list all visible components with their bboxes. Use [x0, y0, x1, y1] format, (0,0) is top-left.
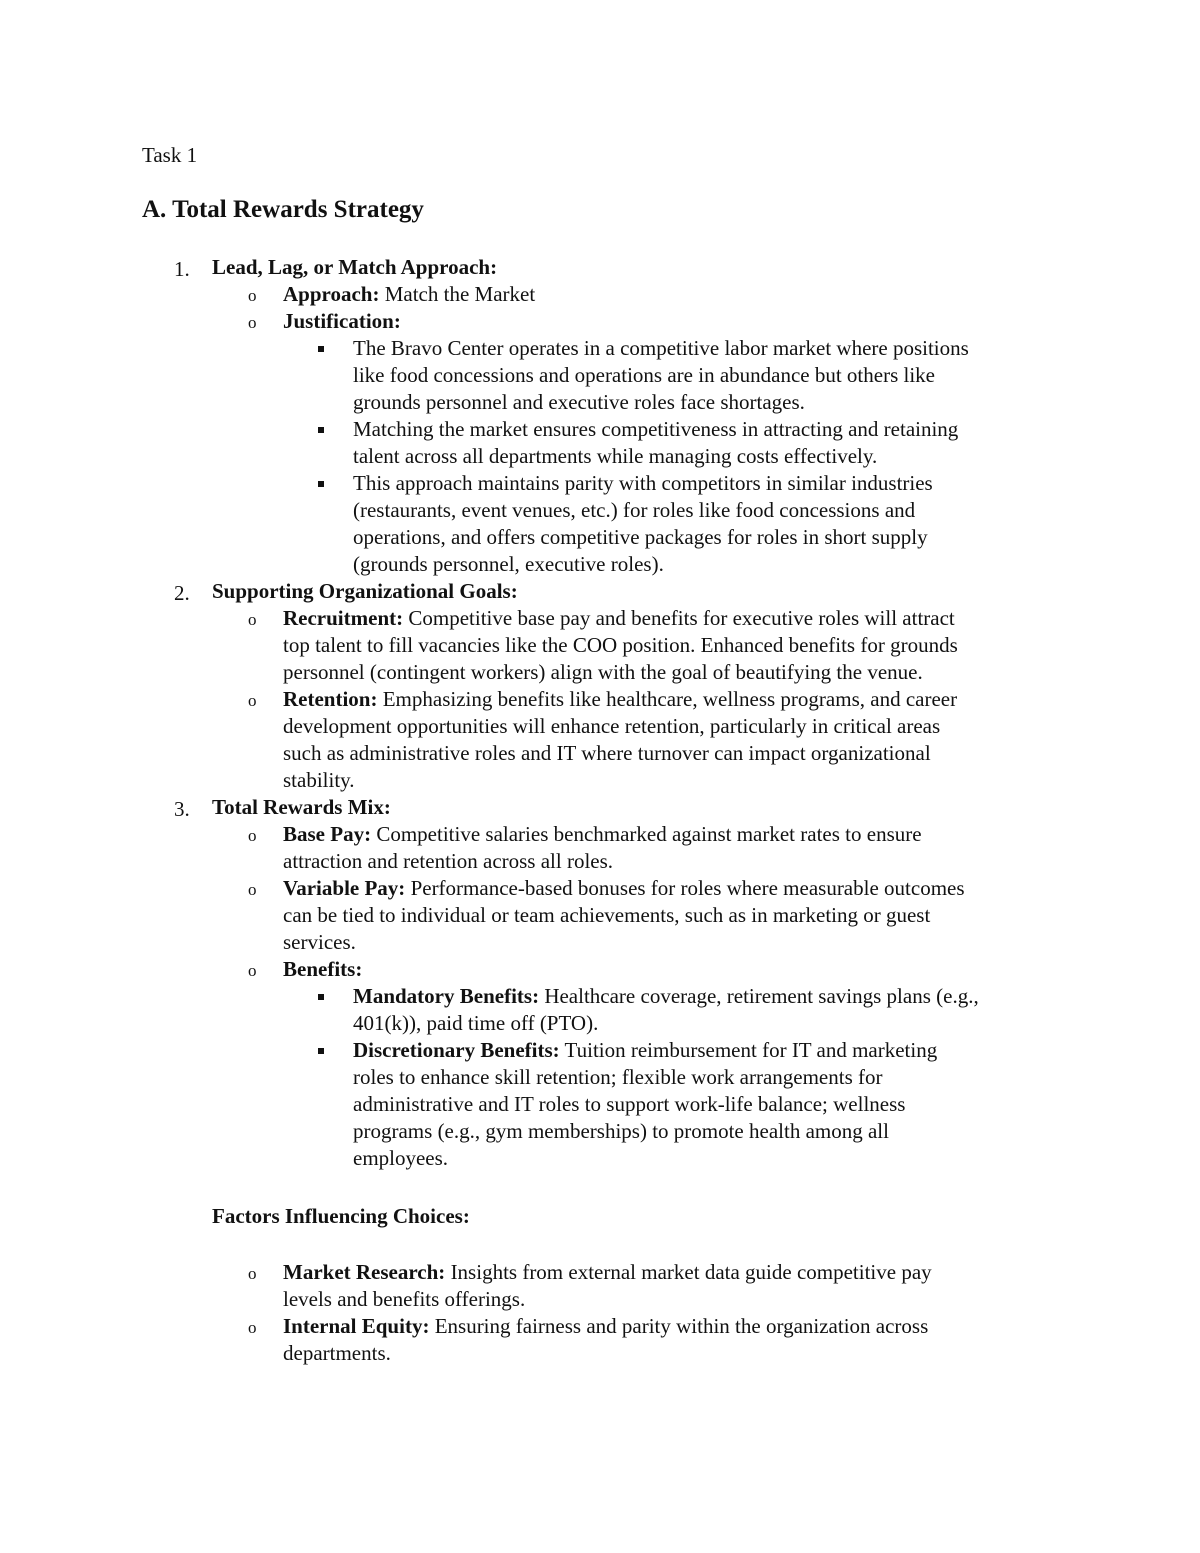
text-line: personnel (contingent workers) align with the goal of beautifying the venue. — [283, 660, 923, 684]
task-label: Task 1 — [142, 143, 198, 167]
variable-pay-label: Variable Pay: — [283, 876, 406, 900]
list-number-1: 1. — [174, 257, 190, 281]
list-number-3: 3. — [174, 797, 190, 821]
text-line: This approach maintains parity with competitors in similar industries — [353, 471, 933, 495]
text-line: like food concessions and operations are in abundance but others like — [353, 363, 935, 387]
text-line: roles to enhance skill retention; flexible work arrangements for — [353, 1065, 883, 1089]
text-line: talent across all departments while managing costs effectively. — [353, 444, 878, 468]
square-bullet-icon — [318, 346, 324, 352]
text-line: employees. — [353, 1146, 449, 1170]
retention-label: Retention: — [283, 687, 378, 711]
text-line: 401(k)), paid time off (PTO). — [353, 1011, 599, 1035]
mandatory-text: Healthcare coverage, retirement savings plans (e.g., — [539, 984, 979, 1008]
text-line — [283, 821, 922, 848]
section-2-title: Supporting Organizational Goals: — [212, 579, 518, 603]
market-research-text: Insights from external market data guide competitive pay — [445, 1260, 932, 1284]
justification-label: Justification: — [283, 309, 401, 333]
text-line: departments. — [283, 1341, 391, 1365]
discretionary-label: Discretionary Benefits: — [353, 1038, 560, 1062]
base-pay-item — [283, 821, 922, 875]
text-line: levels and benefits offerings. — [283, 1287, 526, 1311]
text-line: grounds personnel and executive roles face shortages. — [353, 390, 805, 414]
text-line: programs (e.g., gym memberships) to promote health among all — [353, 1119, 889, 1143]
circle-bullet-icon: o — [248, 1318, 257, 1337]
internal-equity-label: Internal Equity: — [283, 1314, 430, 1338]
discretionary-text: Tuition reimbursement for IT and marketing — [559, 1038, 938, 1062]
text-line: (restaurants, event venues, etc.) for roles like food concessions and — [353, 498, 916, 522]
text-line — [283, 1259, 932, 1286]
internal-equity-item — [283, 1313, 928, 1367]
base-pay-label: Base Pay: — [283, 822, 372, 846]
justification-bullet-3 — [353, 470, 933, 578]
market-research-item — [283, 1259, 932, 1313]
text-line — [283, 1313, 928, 1340]
internal-equity-text: Ensuring fairness and parity within the organization across — [429, 1314, 929, 1338]
factors-title: Factors Influencing Choices: — [212, 1204, 470, 1228]
approach-text: Match the Market — [379, 282, 536, 306]
list-number-2: 2. — [174, 581, 190, 605]
base-pay-text: Competitive salaries benchmarked against market rates to ensure — [371, 822, 922, 846]
variable-pay-item — [283, 875, 965, 956]
text-line: Matching the market ensures competitiveness in attracting and retaining — [353, 417, 959, 441]
justification-bullet-2 — [353, 416, 958, 470]
text-line: stability. — [283, 768, 355, 792]
text-line: top talent to fill vacancies like the COO position. Enhanced benefits for grounds — [283, 633, 958, 657]
square-bullet-icon — [318, 427, 324, 433]
circle-bullet-icon: o — [248, 286, 257, 305]
recruitment-item — [283, 605, 958, 686]
justification-bullet-1 — [353, 335, 969, 416]
text-line — [283, 875, 965, 902]
retention-text: Emphasizing benefits like healthcare, wellness programs, and career — [377, 687, 958, 711]
text-line: attraction and retention across all roles. — [283, 849, 614, 873]
circle-bullet-icon: o — [248, 1264, 257, 1283]
square-bullet-icon — [318, 1048, 324, 1054]
circle-bullet-icon: o — [248, 313, 257, 332]
text-line: development opportunities will enhance retention, particularly in critical areas — [283, 714, 941, 738]
text-line — [283, 686, 957, 713]
retention-item — [283, 686, 957, 794]
discretionary-benefits-item — [353, 1037, 937, 1172]
text-line: such as administrative roles and IT where turnover can impact organizational — [283, 741, 931, 765]
text-line — [353, 1037, 937, 1064]
circle-bullet-icon: o — [248, 961, 257, 980]
text-line — [283, 605, 958, 632]
recruitment-label: Recruitment: — [283, 606, 404, 630]
section-heading: A. Total Rewards Strategy — [142, 196, 424, 223]
square-bullet-icon — [318, 481, 324, 487]
recruitment-text: Competitive base pay and benefits for executive roles will attract — [403, 606, 955, 630]
circle-bullet-icon: o — [248, 826, 257, 845]
approach-item — [283, 281, 535, 308]
benefits-label: Benefits: — [283, 957, 363, 981]
text-line: (grounds personnel, executive roles). — [353, 552, 664, 576]
text-line: operations, and offers competitive packages for roles in short supply — [353, 525, 928, 549]
circle-bullet-icon: o — [248, 691, 257, 710]
text-line: can be tied to individual or team achievements, such as in marketing or guest — [283, 903, 931, 927]
circle-bullet-icon: o — [248, 880, 257, 899]
text-line: services. — [283, 930, 356, 954]
section-3-title: Total Rewards Mix: — [212, 795, 391, 819]
market-research-label: Market Research: — [283, 1260, 446, 1284]
section-1-title: Lead, Lag, or Match Approach: — [212, 255, 498, 279]
circle-bullet-icon: o — [248, 610, 257, 629]
text-line — [353, 983, 979, 1010]
square-bullet-icon — [318, 994, 324, 1000]
variable-pay-text: Performance-based bonuses for roles where measurable outcomes — [405, 876, 965, 900]
mandatory-benefits-item — [353, 983, 979, 1037]
mandatory-label: Mandatory Benefits: — [353, 984, 540, 1008]
approach-label: Approach: — [283, 282, 380, 306]
text-line: administrative and IT roles to support work-life balance; wellness — [353, 1092, 906, 1116]
text-line: The Bravo Center operates in a competitive labor market where positions — [353, 336, 969, 360]
